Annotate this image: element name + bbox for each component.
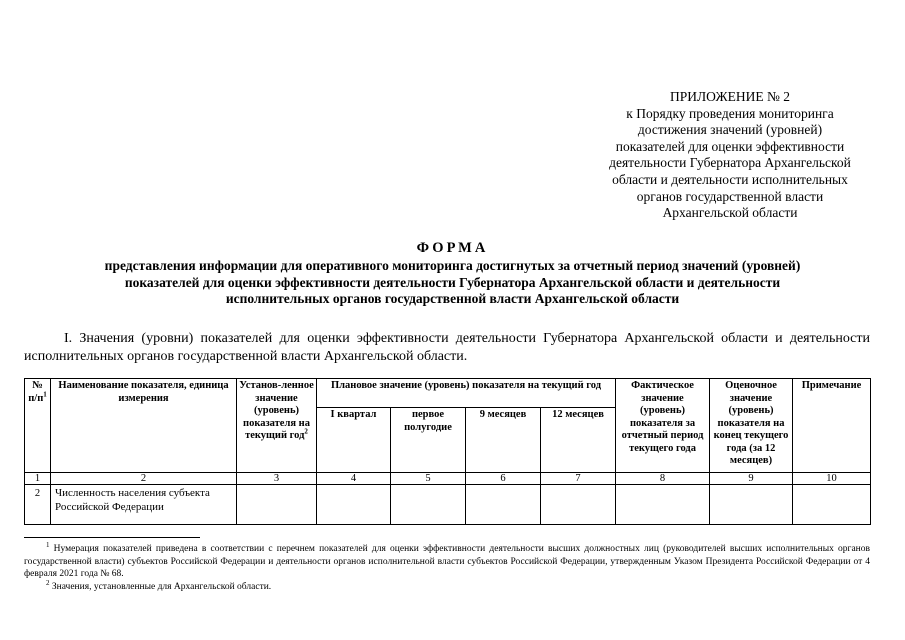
footnote-ref: 2: [304, 427, 308, 436]
column-number: 5: [391, 473, 466, 485]
column-number: 9: [710, 473, 793, 485]
footnotes: [24, 540, 870, 593]
footnote-1: $^1$ Нумерация показателей приведена в соответствии с перечнем показателей для оценки эффективности деятельности высших должностных лиц (руководителей высших исполнительных органов государственной власти) субъектов Российской Федерации и деятельности органов исполнительной власти субъектов Российской Федерации, утвержденным Указом Президента Российской Федерации от 4 февраля 2021 года № 68.: [24, 540, 870, 579]
appendix-line: к Порядку проведения мониторинга: [626, 105, 834, 121]
footnote-separator: [24, 537, 200, 538]
header-actual: Фактическое значение (уровень) показателя за отчетный период текущего года: [616, 379, 710, 473]
section-heading-line: I. Значения (уровни) показателей для оценки эффективности деятельности Губернатора Архангельской области и деятельности: [64, 331, 870, 346]
row-indicator-name: Численность населения субъекта Российской Федерации: [51, 485, 237, 525]
footnote-ref: 1: [43, 390, 47, 398]
column-number: 3: [237, 473, 317, 485]
appendix-line: достижения значений (уровней): [637, 122, 823, 138]
form-title: ФОРМА: [416, 240, 489, 256]
table-row: [25, 485, 871, 525]
appendix-title: ПРИЛОЖЕНИЕ № 2: [669, 89, 791, 104]
column-number-row: [25, 473, 871, 485]
row-12m: [541, 485, 616, 525]
header-name: Наименование показателя, единица измерения: [51, 379, 237, 473]
appendix-line: органов государственной власти: [636, 188, 824, 204]
column-number: 8: [616, 473, 710, 485]
appendix-line: деятельности Губернатора Архангельской: [609, 155, 851, 171]
column-number: 10: [793, 473, 871, 485]
appendix-line: области и деятельности исполнительных: [612, 171, 848, 187]
column-number: 6: [466, 473, 541, 485]
row-actual: [616, 485, 710, 525]
header-h1: первое полугодие: [391, 408, 466, 473]
column-number: 4: [317, 473, 391, 485]
footnote-2: $^2$ Значения, установленные для Архангельской области.: [46, 578, 272, 592]
indicators-table: [24, 378, 871, 525]
row-h1: [391, 485, 466, 525]
row-9m: [466, 485, 541, 525]
header-established: Установ-ленное значение (уровень) показателя на текущий год$^2$: [237, 379, 317, 473]
header-9m: 9 месяцев: [466, 408, 541, 473]
header-row: [25, 379, 871, 408]
appendix-line: показателей для оценки эффективности: [615, 138, 845, 154]
row-note: [793, 485, 871, 525]
header-12m: 12 месяцев: [541, 408, 616, 473]
header-note: Примечание: [793, 379, 871, 473]
form-subtitle-line: показателей для оценки эффективности деятельности Губернатора Архангельской области и деятельности: [124, 274, 781, 290]
header-estimated: Оценочное значение (уровень) показателя на конец текущего года (за 12 месяцев): [710, 379, 793, 473]
form-subtitle-line: исполнительных органов государственной власти Архангельской области: [225, 291, 680, 306]
row-estimated: [710, 485, 793, 525]
row-established: [237, 485, 317, 525]
section-heading: [24, 330, 870, 366]
appendix-line: Архангельской области: [662, 205, 798, 221]
footnote-mark: 2: [46, 578, 50, 587]
footnote-mark: 1: [46, 540, 50, 549]
header-q1: I квартал: [317, 408, 391, 473]
column-number: 1: [25, 473, 51, 485]
column-number: 2: [51, 473, 237, 485]
header-planned-group: Плановое значение (уровень) показателя на текущий год: [317, 379, 616, 408]
section-heading-line: исполнительных органов государственной власти Архангельской области.: [24, 349, 468, 364]
row-num: 2: [25, 485, 51, 525]
column-number: 7: [541, 473, 616, 485]
form-subtitle: [40, 258, 865, 308]
header-num: № $п/п^1$: [25, 379, 51, 473]
row-q1: [317, 485, 391, 525]
appendix-block: [560, 89, 900, 222]
form-subtitle-line: представления информации для оперативного мониторинга достигнутых за отчетный период значений (уровней): [104, 258, 801, 273]
